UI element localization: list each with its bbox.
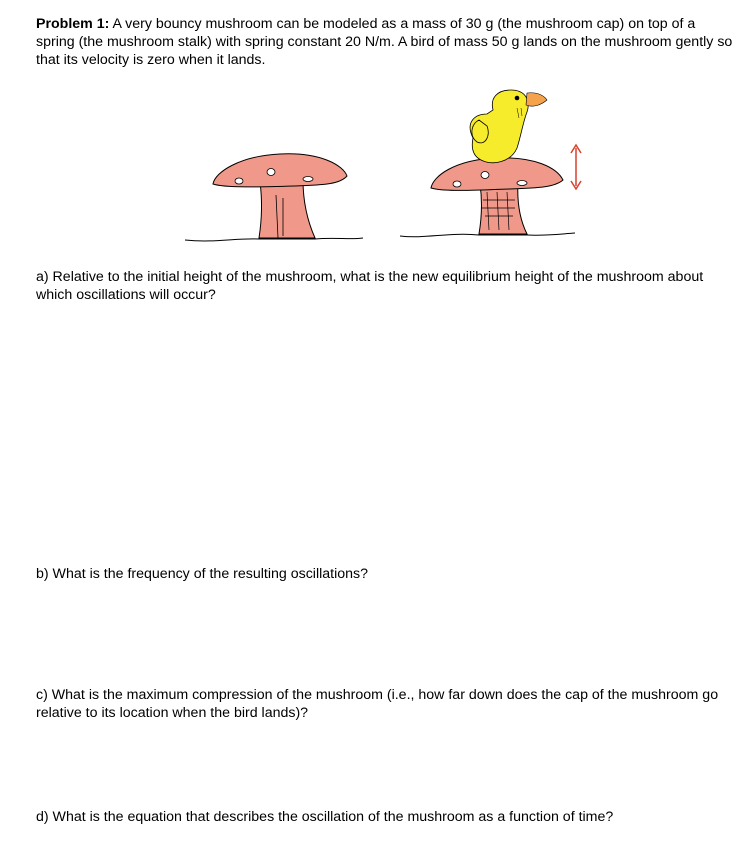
problem-text: A very bouncy mushroom can be modeled as a mass of 30 g (the mushroom cap) on top of a spring (the mushroom stalk) with spring constant 20 N/m. A bird of mass 50 g lands on the mushroom gently so that its velocity is zero when it lands. bbox=[36, 16, 733, 68]
problem-statement bbox=[36, 15, 736, 69]
mushroom-with-bird-icon bbox=[400, 158, 575, 237]
double-arrow-icon bbox=[571, 145, 581, 189]
bird-icon bbox=[470, 90, 547, 163]
question-c: c) What is the maximum compression of the mushroom (i.e., how far down does the cap of the mushroom go relative to its location when the bird lands)? bbox=[36, 687, 719, 721]
mushroom-figure bbox=[175, 80, 595, 255]
question-b: b) What is the frequency of the resulting oscillations? bbox=[36, 566, 368, 582]
question-a: a) Relative to the initial height of the mushroom, what is the new equilibrium height of the mushroom about which oscillations will occur? bbox=[36, 269, 704, 303]
mushroom-icon bbox=[185, 154, 363, 241]
problem-label: Problem 1: bbox=[36, 16, 110, 32]
question-d: d) What is the equation that describes the oscillation of the mushroom as a function of time? bbox=[36, 809, 614, 825]
